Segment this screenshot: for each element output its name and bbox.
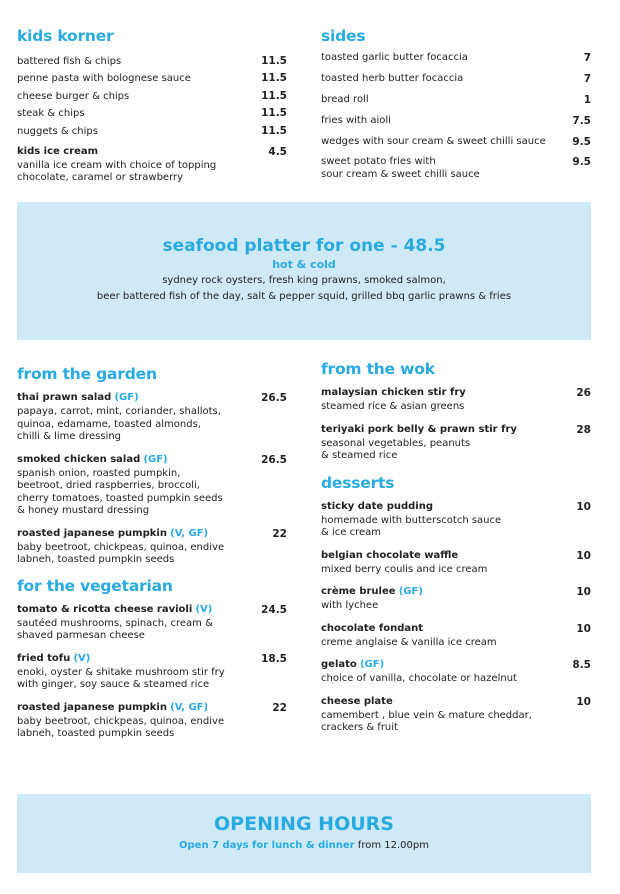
item-name: toasted herb butter focaccia	[321, 73, 464, 84]
opening-hours-banner	[17, 794, 591, 873]
dietary-tag: (V, GF)	[170, 701, 209, 713]
dietary-tag: (V, GF)	[170, 527, 209, 539]
kids-heading: kids korner	[17, 27, 114, 45]
item-price: 11.5	[261, 72, 287, 85]
kids-items	[17, 53, 287, 140]
opening-hours-text	[17, 838, 591, 854]
menu-item	[321, 585, 591, 613]
item-price: 18.5	[261, 652, 287, 665]
right-column	[321, 359, 591, 744]
item-price: 9.5	[572, 136, 591, 148]
menu-item	[17, 105, 287, 122]
menu-item	[17, 123, 287, 140]
item-price: 11.5	[261, 107, 287, 120]
opening-hours-time: from 12.00pm	[354, 840, 429, 851]
item-description: enoki, oyster & shitake mushroom stir fry with ginger, soy sauce & steamed rice	[17, 666, 225, 690]
item-price: 4.5	[268, 146, 287, 159]
kids-section	[17, 26, 287, 183]
menu-item	[17, 53, 287, 70]
menu-item	[321, 114, 591, 128]
kids-ice-cream	[17, 145, 287, 183]
item-name: toasted garlic butter focaccia	[321, 52, 468, 63]
menu-item	[321, 93, 591, 107]
item-name: smoked chicken salad	[17, 453, 141, 465]
item-name: steak & chips	[17, 108, 85, 120]
dietary-tag: (V)	[195, 603, 213, 615]
item-name: penne pasta with bolognese sauce	[17, 73, 191, 85]
item-description: choice of vanilla, chocolate or hazelnut	[321, 673, 517, 684]
item-name: cheese plate	[321, 695, 393, 707]
item-description: spanish onion, roasted pumpkin, beetroot, dried raspberries, broccoli, cherry tomatoes, toasted pumpkin seeds & honey mustard dressing	[17, 467, 223, 516]
menu-item	[321, 72, 591, 86]
menu-item	[17, 701, 287, 741]
menu-item	[321, 500, 591, 540]
item-price: 7	[583, 73, 591, 85]
item-name: teriyaki pork belly & prawn stir fry	[321, 423, 517, 435]
seafood-subtitle: hot & cold	[272, 258, 336, 271]
menu-item	[321, 695, 591, 735]
item-name: nuggets & chips	[17, 125, 98, 137]
item-name: chocolate fondant	[321, 622, 424, 634]
item-price: 26	[576, 387, 591, 399]
dietary-tag: (V)	[73, 652, 91, 664]
left-column	[17, 364, 287, 750]
item-price: 1	[583, 94, 591, 106]
item-price: 24.5	[261, 603, 287, 616]
dietary-tag: (GF)	[143, 453, 168, 465]
menu-item	[321, 156, 591, 181]
item-name: fries with aioli	[321, 115, 391, 126]
item-name: sticky date pudding	[321, 500, 433, 512]
item-name: sweet potato fries with sour cream & sweet chilli sauce	[321, 156, 480, 180]
item-price: 11.5	[261, 55, 287, 67]
item-description: camembert , blue vein & mature cheddar, crackers & fruit	[321, 709, 532, 733]
item-name: kids ice cream	[17, 146, 99, 158]
item-description: steamed rice & asian greens	[321, 401, 465, 412]
menu-item	[17, 391, 287, 444]
menu-item	[321, 51, 591, 65]
item-price: 10	[576, 622, 591, 635]
item-description: baby beetroot, chickpeas, quinoa, endive labneh, toasted pumpkin seeds	[17, 541, 225, 565]
item-price: 11.5	[261, 89, 287, 102]
dietary-tag: (GF)	[114, 392, 139, 403]
item-name: belgian chocolate waffle	[321, 549, 459, 561]
menu-item	[321, 423, 591, 463]
item-name: roasted japanese pumpkin	[17, 527, 167, 539]
seafood-line-2: beer battered fish of the day, salt & pepper squid, grilled bbq garlic prawns & fries	[96, 291, 512, 302]
menu-item	[321, 622, 591, 650]
menu-item	[321, 658, 591, 686]
item-price: 8.5	[572, 659, 591, 671]
menu-item	[321, 549, 591, 577]
item-price: 22	[272, 527, 287, 540]
item-name: gelato	[321, 659, 357, 670]
menu-item	[17, 88, 287, 105]
item-description: vanilla ice cream with choice of topping chocolate, caramel or strawberry	[17, 160, 217, 183]
seafood-line-1: sydney rock oysters, fresh king prawns, smoked salmon,	[162, 275, 446, 286]
item-price: 7	[583, 52, 591, 64]
item-description: seasonal vegetables, peanuts & steamed rice	[321, 437, 471, 461]
seafood-title: seafood platter for one - 48.5	[162, 236, 446, 256]
menu-item	[17, 70, 287, 87]
item-name: crème brulee	[321, 586, 396, 597]
item-description: homemade with butterscotch sauce & ice cream	[321, 514, 502, 538]
sides-section	[321, 26, 591, 188]
menu-item	[17, 527, 287, 567]
item-price: 9.5	[572, 156, 591, 168]
opening-hours-highlight: Open 7 days for lunch & dinner	[179, 840, 355, 851]
item-price: 22	[272, 701, 287, 714]
desserts-heading: desserts	[321, 473, 395, 492]
item-name: wedges with sour cream & sweet chilli sauce	[321, 136, 546, 147]
item-price: 7.5	[572, 115, 591, 127]
item-description: mixed berry coulis and ice cream	[321, 563, 488, 575]
item-name: thai prawn salad	[17, 392, 112, 403]
item-price: 10	[576, 695, 591, 708]
menu-item	[17, 603, 287, 643]
menu-item	[321, 386, 591, 414]
menu-item	[321, 135, 591, 149]
dietary-tag: (GF)	[359, 659, 385, 670]
item-name: malaysian chicken stir fry	[321, 387, 466, 398]
item-description: baby beetroot, chickpeas, quinoa, endive labneh, toasted pumpkin seeds	[17, 715, 225, 739]
item-price: 10	[576, 549, 591, 562]
menu-item	[17, 652, 287, 692]
item-name: tomato & ricotta cheese ravioli	[17, 603, 193, 615]
item-name: roasted japanese pumpkin	[17, 701, 167, 713]
item-description: papaya, carrot, mint, coriander, shallots, quinoa, edamame, toasted almonds, chilli & lime dressing	[17, 406, 221, 442]
item-description: creme anglaise & vanilla ice cream	[321, 636, 497, 648]
item-price: 10	[576, 586, 591, 598]
vegetarian-heading: for the vegetarian	[17, 576, 173, 595]
item-price: 11.5	[261, 124, 287, 137]
garden-heading: from the garden	[17, 365, 157, 383]
item-name: bread roll	[321, 94, 369, 105]
item-price: 28	[576, 423, 591, 436]
item-description: sautéed mushrooms, spinach, cream & shaved parmesan cheese	[17, 617, 213, 641]
item-price: 26.5	[261, 392, 287, 404]
wok-heading: from the wok	[321, 360, 435, 378]
item-name: battered fish & chips	[17, 56, 122, 67]
item-description: with lychee	[321, 600, 379, 611]
sides-heading: sides	[321, 27, 366, 45]
item-name: fried tofu	[17, 652, 71, 664]
seafood-banner	[17, 202, 591, 340]
item-name: cheese burger & chips	[17, 90, 130, 102]
dietary-tag: (GF)	[398, 586, 423, 597]
item-price: 10	[576, 500, 591, 513]
opening-hours-title: OPENING HOURS	[214, 813, 394, 835]
item-price: 26.5	[261, 453, 287, 466]
menu-item	[17, 453, 287, 518]
